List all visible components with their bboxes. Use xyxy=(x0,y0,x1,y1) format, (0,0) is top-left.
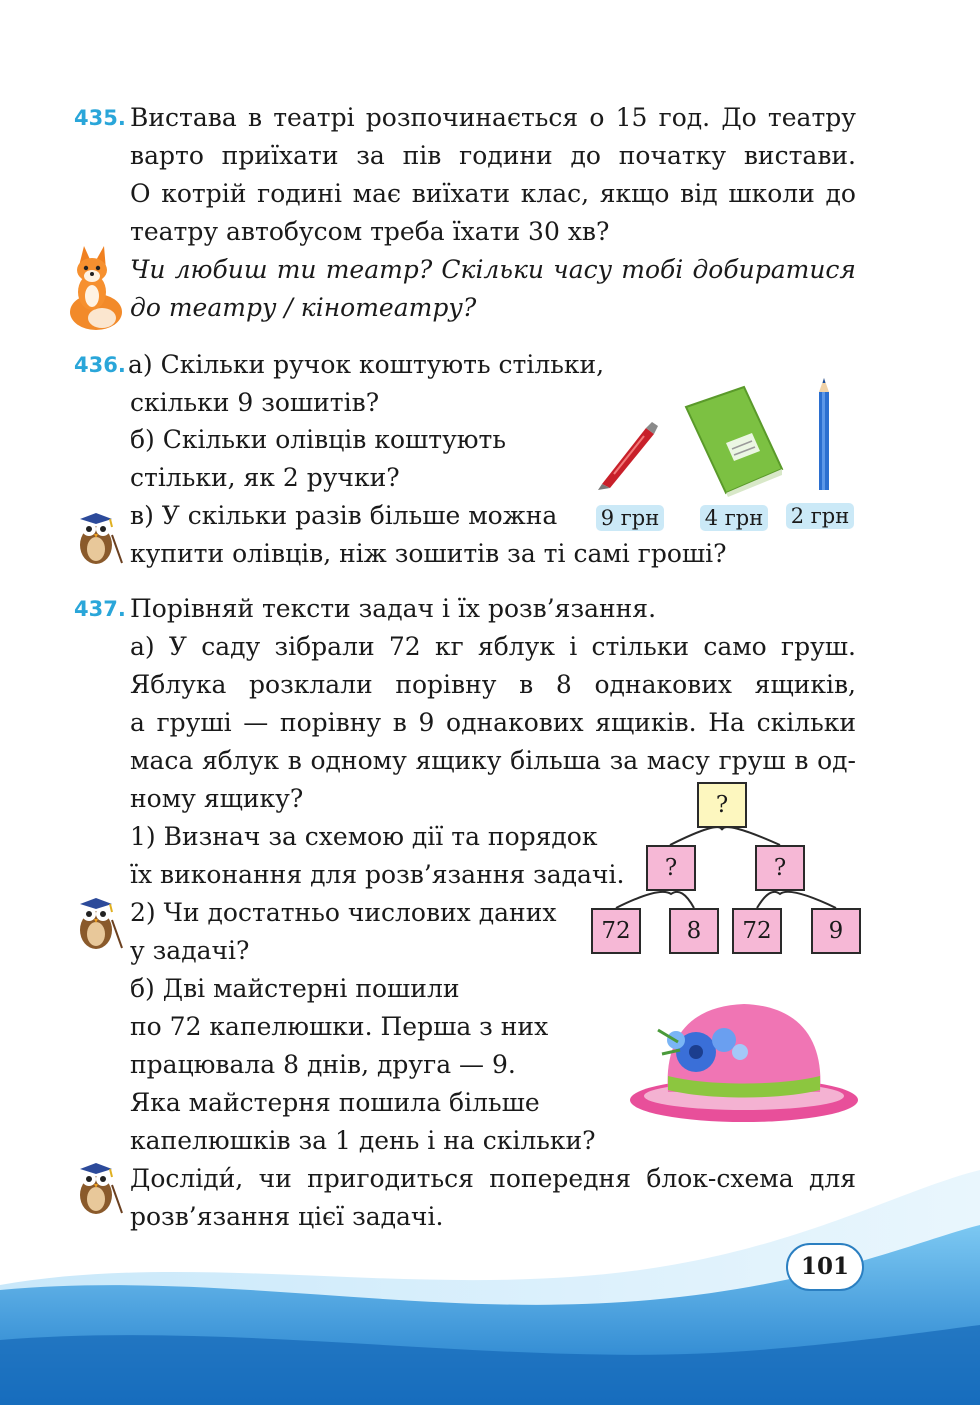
task-436-line-3: б) Скільки олівців коштують xyxy=(130,425,506,454)
scheme-box-middle-right: ? xyxy=(755,845,805,891)
task-437-a-line-1: а) У саду зібрали 72 кг яблук і стільки само груш. xyxy=(130,632,856,661)
task-436-line-4: стільки, як 2 ручки? xyxy=(130,463,400,492)
task-435-line-4: театру автобусом треба їхати 30 хв? xyxy=(130,217,610,246)
scheme-box-bottom-4: 9 xyxy=(811,908,861,954)
scheme-box-bottom-1: 72 xyxy=(591,908,641,954)
notebook-price-tag: 4 грн xyxy=(700,505,768,531)
scheme-box-top: ? xyxy=(697,782,747,828)
task-437-b-line-5: капелюшків за 1 день і на скільки? xyxy=(130,1126,596,1155)
task-437-final-line-2: розв’язання цієї задачі. xyxy=(130,1202,444,1231)
owl-mascot-icon xyxy=(72,1155,124,1217)
task-436-line-1: а) Скільки ручок коштують стільки, xyxy=(128,350,605,379)
task-437-b-line-4: Яка майстерня пошила більше xyxy=(130,1088,540,1117)
task-436-line-2: скільки 9 зошитів? xyxy=(130,388,380,417)
page-number: 101 xyxy=(786,1243,864,1291)
task-437-final-line-1: Досліди́, чи пригодиться попередня блок-схема для xyxy=(130,1164,856,1193)
task-437-a-line-5: ному ящику? xyxy=(130,784,304,813)
task-435-line-3: О котрій годині має виїхати клас, якщо від школи до xyxy=(130,179,856,208)
scheme-box-bottom-3: 72 xyxy=(732,908,782,954)
task-437-b-line-2: по 72 капелюшки. Перша з них xyxy=(130,1012,549,1041)
task-436-line-5: в) У скільки разів більше можна xyxy=(130,501,558,530)
task-435-line-1: Вистава в театрі розпочинається о 15 год. До театру xyxy=(130,103,856,132)
task-437-a-line-2: Яблука розклали порівну в 8 однакових ящиків, xyxy=(130,670,856,699)
scheme-box-bottom-2: 8 xyxy=(669,908,719,954)
task-436-line-6: купити олівців, ніж зошитів за ті самі гроші? xyxy=(130,539,727,568)
task-437-b-line-3: працювала 8 днів, друга — 9. xyxy=(130,1050,516,1079)
task-435-line-2: варто приїхати за пів години до початку вистави. xyxy=(130,141,856,170)
task-435-question-1: Чи любиш ти театр? Скільки часу тобі добиратися xyxy=(130,255,856,284)
task-437-a-line-8: 2) Чи достатньо числових даних xyxy=(130,898,557,927)
task-437-a-line-4: маса яблук в одному ящику більша за масу груш в од- xyxy=(130,746,856,775)
task-435-question-2: до театру / кінотеатру? xyxy=(130,293,477,322)
pen-price-tag: 9 грн xyxy=(596,505,664,531)
pink-hat-icon xyxy=(628,1000,860,1124)
task-437-a-line-9: у задачі? xyxy=(130,936,250,965)
task-437-b-line-1: б) Дві майстерні пошили xyxy=(130,974,460,1003)
task-437-a-line-6: 1) Визнач за схемою дії та порядок xyxy=(130,822,598,851)
task-437-intro: Порівняй тексти задач і їх розв’язання. xyxy=(130,594,657,623)
owl-mascot-icon xyxy=(72,890,124,952)
task-437-a-line-3: а груші — порівну в 9 однакових ящиків. На скільки xyxy=(130,708,856,737)
task-435-number: 435. xyxy=(74,106,126,130)
scheme-box-middle-left: ? xyxy=(646,845,696,891)
pencil-price-tag: 2 грн xyxy=(786,503,854,529)
task-437-a-line-7: їх виконання для розв’язання задачі. xyxy=(130,860,625,889)
task-436-number: 436. xyxy=(74,353,126,377)
task-437-number: 437. xyxy=(74,597,126,621)
